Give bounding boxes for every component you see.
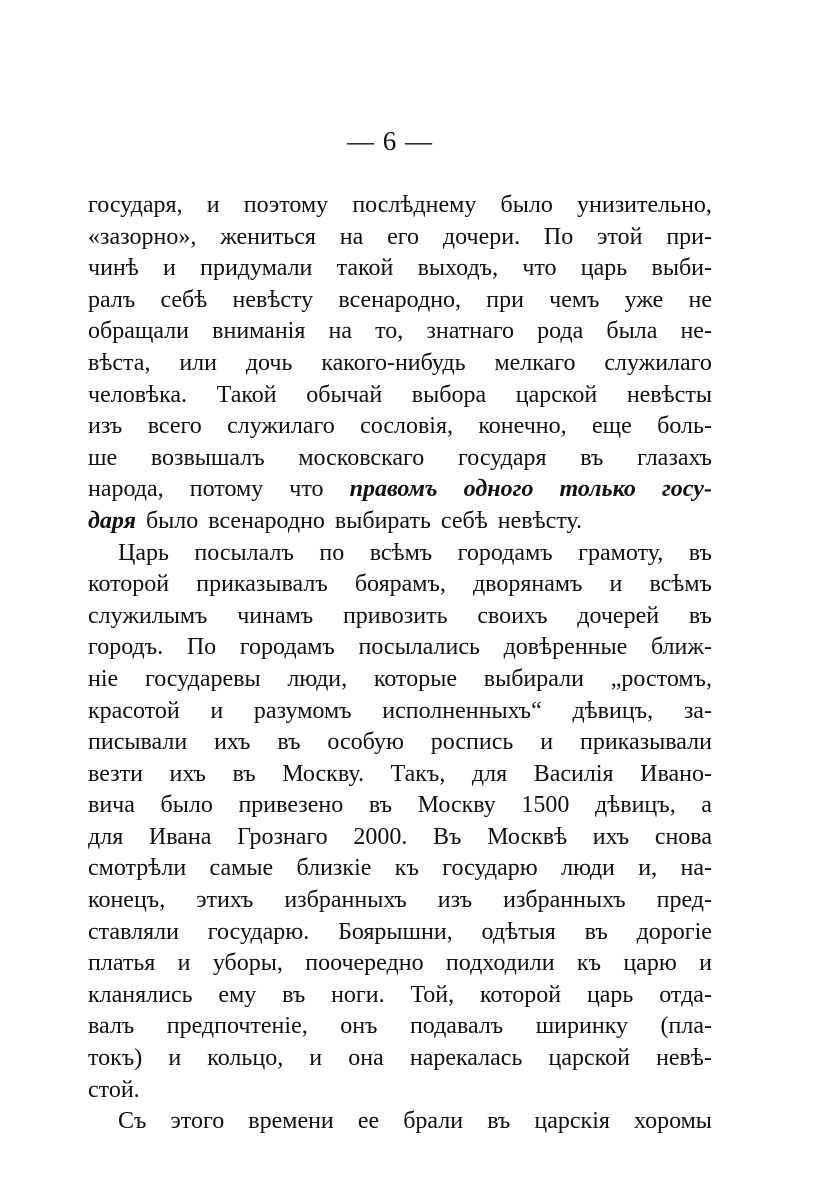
word: въ bbox=[688, 539, 712, 566]
word: пред- bbox=[656, 887, 712, 914]
text-line bbox=[88, 316, 712, 348]
word: Боярышни, bbox=[338, 918, 453, 945]
word: посылалъ bbox=[194, 539, 294, 566]
word: невѣ- bbox=[656, 1045, 712, 1072]
word: чемъ bbox=[549, 286, 600, 313]
word: платья bbox=[88, 950, 156, 977]
word: народа, bbox=[88, 476, 164, 503]
text-line bbox=[88, 222, 712, 254]
word: вниманія bbox=[212, 318, 306, 345]
word: довѣренные bbox=[503, 634, 628, 661]
word: на bbox=[339, 223, 364, 250]
text-line bbox=[88, 506, 712, 538]
word: а bbox=[701, 792, 712, 819]
word: жениться bbox=[220, 223, 316, 250]
word: послѣднему bbox=[352, 192, 477, 218]
text-line bbox=[88, 253, 712, 285]
word: мелкаго bbox=[494, 349, 576, 376]
emphasized-word: даря bbox=[88, 507, 136, 534]
word: изъ bbox=[88, 413, 123, 440]
word: такой bbox=[336, 255, 394, 282]
word: всѣмъ bbox=[649, 571, 712, 598]
word: царской bbox=[548, 1045, 630, 1072]
word: времени bbox=[248, 1108, 334, 1135]
word: не- bbox=[680, 318, 712, 345]
page-number: — 6 — bbox=[347, 126, 433, 156]
word: было bbox=[500, 192, 553, 218]
word: отда- bbox=[659, 981, 712, 1008]
word: предпочтеніе, bbox=[166, 1013, 308, 1040]
word: подходили bbox=[445, 950, 555, 977]
word: снова bbox=[654, 823, 712, 850]
word: 2000. bbox=[353, 823, 408, 850]
word: знатнаго bbox=[426, 318, 514, 345]
word: смотрѣли bbox=[88, 855, 187, 882]
word: не bbox=[688, 286, 712, 313]
word: исполненныхъ“ bbox=[382, 697, 542, 724]
word: что bbox=[522, 255, 557, 282]
text-line bbox=[88, 853, 712, 885]
word: выходъ, bbox=[417, 255, 499, 282]
word: онъ bbox=[340, 1013, 378, 1040]
text-line bbox=[88, 696, 712, 728]
text-line bbox=[88, 538, 712, 570]
word: Москву. bbox=[282, 760, 364, 787]
word: которой bbox=[88, 571, 170, 598]
word: разумомъ bbox=[253, 697, 352, 724]
word: роспись bbox=[430, 729, 514, 756]
word: она bbox=[348, 1045, 384, 1072]
text-line bbox=[88, 190, 712, 222]
body-text bbox=[88, 190, 712, 1138]
word: Москвѣ bbox=[487, 823, 568, 850]
word: выбора bbox=[411, 381, 487, 408]
word: по bbox=[319, 539, 345, 566]
text-line bbox=[88, 348, 712, 380]
word: приказывали bbox=[579, 729, 712, 756]
word: была bbox=[606, 318, 658, 345]
word: ее bbox=[357, 1108, 380, 1135]
word: сословія, bbox=[360, 413, 453, 440]
word: вича bbox=[88, 792, 135, 819]
word: въ bbox=[282, 981, 306, 1008]
word: было bbox=[145, 507, 199, 534]
word: дочерей bbox=[577, 602, 660, 629]
word: ше bbox=[88, 444, 118, 471]
word: невѣсту. bbox=[497, 507, 583, 534]
word: и bbox=[609, 571, 623, 598]
emphasized-word: только bbox=[559, 476, 636, 503]
word: въ bbox=[580, 444, 604, 471]
word: себѣ bbox=[440, 507, 488, 534]
word: и bbox=[168, 1045, 182, 1072]
word: Царь bbox=[118, 539, 169, 566]
word: всего bbox=[147, 413, 202, 440]
emphasized-word: правомъ bbox=[349, 476, 438, 503]
word: кланялись bbox=[88, 981, 193, 1008]
text-line bbox=[88, 790, 712, 822]
word: ихъ bbox=[214, 729, 251, 756]
word: служилымъ bbox=[88, 602, 208, 629]
word: всенародно bbox=[208, 507, 325, 534]
text-line bbox=[88, 822, 712, 854]
word: Ивано- bbox=[640, 760, 712, 787]
word: какого-нибудь bbox=[321, 349, 466, 376]
text-line bbox=[88, 474, 712, 506]
word: выбирать bbox=[334, 507, 431, 534]
word: и bbox=[699, 950, 712, 977]
text-line bbox=[88, 917, 712, 949]
word: государя bbox=[457, 444, 547, 471]
word: одѣтыя bbox=[481, 918, 556, 945]
word: „ростомъ, bbox=[610, 665, 712, 692]
word: Ивана bbox=[148, 823, 212, 850]
word: царю bbox=[623, 950, 677, 977]
word: этихъ bbox=[196, 887, 254, 914]
word: дѣвицъ, bbox=[572, 697, 654, 724]
word: всѣмъ bbox=[369, 539, 433, 566]
text-line bbox=[88, 1075, 712, 1107]
word: человѣка. bbox=[88, 381, 188, 408]
word: городамъ bbox=[239, 634, 335, 661]
word: то, bbox=[375, 318, 404, 345]
text-line bbox=[88, 1043, 712, 1075]
word: невѣсту bbox=[232, 286, 314, 313]
word: своихъ bbox=[477, 602, 548, 629]
word: его bbox=[387, 223, 420, 250]
word: ралъ bbox=[88, 286, 136, 313]
word: рода bbox=[537, 318, 584, 345]
word: глазахъ bbox=[637, 444, 712, 471]
word: дочь bbox=[245, 349, 293, 376]
text-line bbox=[88, 285, 712, 317]
word: избранныхъ bbox=[284, 887, 407, 914]
word: этого bbox=[170, 1108, 225, 1135]
text-line bbox=[88, 1106, 712, 1138]
word: служилаго bbox=[604, 349, 712, 376]
word: при bbox=[486, 286, 524, 313]
word: ему bbox=[218, 981, 257, 1008]
word: за- bbox=[683, 697, 712, 724]
emphasized-word: одного bbox=[463, 476, 534, 503]
text-line bbox=[88, 885, 712, 917]
word: унизительно, bbox=[577, 192, 712, 218]
word: придумали bbox=[200, 255, 313, 282]
word: себѣ bbox=[160, 286, 208, 313]
word: стой. bbox=[88, 1076, 140, 1103]
word: и bbox=[163, 255, 176, 282]
word: выбирали bbox=[483, 665, 584, 692]
word: еще bbox=[591, 413, 632, 440]
word: служилаго bbox=[227, 413, 335, 440]
word: государю. bbox=[207, 918, 310, 945]
word: особую bbox=[327, 729, 404, 756]
word: государевы bbox=[144, 665, 261, 692]
word: брали bbox=[403, 1108, 464, 1135]
text-line bbox=[88, 948, 712, 980]
text-line bbox=[88, 664, 712, 696]
word: приказывалъ bbox=[196, 571, 328, 598]
text-line bbox=[88, 980, 712, 1012]
word: везти bbox=[88, 760, 143, 787]
word: для bbox=[88, 823, 124, 850]
word: самые bbox=[209, 855, 274, 882]
word: въ bbox=[487, 1108, 511, 1135]
word: привозить bbox=[342, 602, 448, 629]
word: чинѣ bbox=[88, 255, 139, 282]
word: токъ) bbox=[88, 1045, 143, 1072]
word: ихъ bbox=[592, 823, 630, 850]
word: при- bbox=[666, 223, 712, 250]
word: Такой bbox=[216, 381, 277, 408]
text-line bbox=[88, 759, 712, 791]
word: Той, bbox=[410, 981, 455, 1008]
word: валъ bbox=[88, 1013, 135, 1040]
word: привезено bbox=[238, 792, 344, 819]
word: дочери. bbox=[442, 223, 521, 250]
word: обращали bbox=[88, 318, 190, 345]
text-line bbox=[88, 443, 712, 475]
word: ширинку bbox=[535, 1013, 629, 1040]
word: ніе bbox=[88, 665, 119, 692]
word: боярамъ, bbox=[354, 571, 446, 598]
word: люди bbox=[561, 855, 615, 882]
word: городъ. bbox=[88, 634, 164, 661]
word: въ bbox=[232, 760, 256, 787]
word: и bbox=[540, 729, 554, 756]
word: возвышалъ bbox=[150, 444, 265, 471]
word: красотой bbox=[88, 697, 180, 724]
word: хоромы bbox=[633, 1108, 712, 1135]
word: поочередно bbox=[305, 950, 424, 977]
word: 1500 bbox=[521, 792, 570, 819]
word: «зазорно», bbox=[88, 223, 197, 250]
word: конецъ, bbox=[88, 887, 166, 914]
word: ихъ bbox=[169, 760, 206, 787]
word: кольцо, bbox=[207, 1045, 284, 1072]
word: государя, bbox=[88, 192, 183, 218]
word: къ bbox=[394, 855, 419, 882]
word: которые bbox=[373, 665, 457, 692]
word: къ bbox=[576, 950, 601, 977]
word: вѣста, bbox=[88, 349, 151, 376]
text-line bbox=[88, 569, 712, 601]
word: писывали bbox=[88, 729, 188, 756]
word: для bbox=[471, 760, 508, 787]
word: въ bbox=[277, 729, 301, 756]
word: государю bbox=[442, 855, 538, 882]
word: на bbox=[328, 318, 352, 345]
word: царь bbox=[580, 255, 628, 282]
word: этой bbox=[597, 223, 643, 250]
word: царь bbox=[586, 981, 634, 1008]
word: Такъ, bbox=[390, 760, 446, 787]
word: всенародно, bbox=[338, 286, 462, 313]
word: По bbox=[186, 634, 217, 661]
word: нарекалась bbox=[409, 1045, 523, 1072]
word: дворянамъ bbox=[472, 571, 583, 598]
word: Василія bbox=[533, 760, 614, 787]
word: которой bbox=[479, 981, 562, 1008]
word: невѣсты bbox=[626, 381, 712, 408]
word: въ bbox=[584, 918, 608, 945]
text-line bbox=[88, 411, 712, 443]
word: дорогіе bbox=[636, 918, 712, 945]
word: выби- bbox=[651, 255, 712, 282]
word: Грознаго bbox=[237, 823, 328, 850]
word: царскія bbox=[534, 1108, 610, 1135]
word: и bbox=[309, 1045, 323, 1072]
word: городамъ bbox=[457, 539, 553, 566]
word: ближ- bbox=[650, 634, 712, 661]
text-line bbox=[88, 601, 712, 633]
text-line bbox=[88, 380, 712, 412]
word: Съ bbox=[118, 1108, 147, 1135]
word: уже bbox=[624, 286, 664, 313]
word: и, bbox=[638, 855, 658, 882]
word: и bbox=[210, 697, 224, 724]
word: въ bbox=[368, 792, 393, 819]
word: что bbox=[289, 476, 324, 503]
word: По bbox=[543, 223, 574, 250]
word: изъ bbox=[437, 887, 473, 914]
word: было bbox=[160, 792, 213, 819]
word: обычай bbox=[306, 381, 383, 408]
word: и bbox=[177, 950, 191, 977]
word: чинамъ bbox=[237, 602, 314, 629]
word: царской bbox=[515, 381, 598, 408]
word: посылались bbox=[358, 634, 480, 661]
word: подавалъ bbox=[409, 1013, 504, 1040]
word: конечно, bbox=[478, 413, 567, 440]
word: дѣвицъ, bbox=[595, 792, 676, 819]
word: люди, bbox=[287, 665, 348, 692]
word: близкіе bbox=[296, 855, 372, 882]
word: боль- bbox=[657, 413, 712, 440]
text-line bbox=[88, 727, 712, 759]
word: ставляли bbox=[88, 918, 179, 945]
word: (пла- bbox=[660, 1013, 712, 1040]
word: Москву bbox=[417, 792, 496, 819]
word: на- bbox=[680, 855, 712, 882]
text-line bbox=[88, 1011, 712, 1043]
word: въ bbox=[688, 602, 712, 629]
emphasized-word: госу- bbox=[661, 476, 712, 503]
word: ноги. bbox=[331, 981, 385, 1008]
word: потому bbox=[189, 476, 264, 503]
word: уборы, bbox=[212, 950, 283, 977]
word: избранныхъ bbox=[503, 887, 626, 914]
word: Въ bbox=[433, 823, 462, 850]
word: или bbox=[179, 349, 217, 376]
word: московскаго bbox=[298, 444, 425, 471]
word: и bbox=[206, 192, 220, 218]
word: грамоту, bbox=[578, 539, 664, 566]
text-line bbox=[88, 632, 712, 664]
word: поэтому bbox=[243, 192, 329, 218]
